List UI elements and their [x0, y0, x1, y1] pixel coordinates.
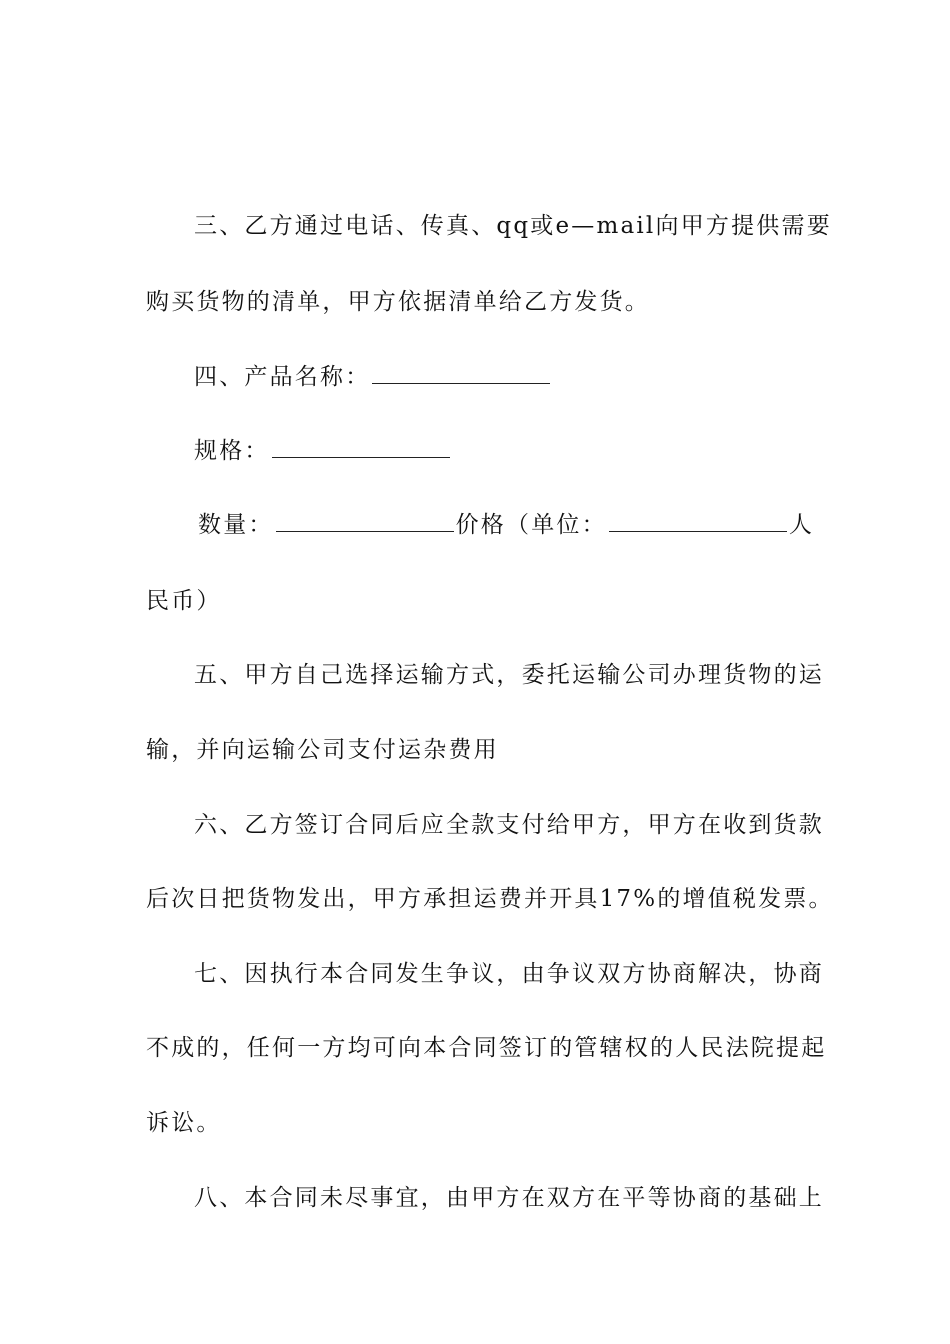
- spec-line: [194, 436, 806, 466]
- price-blank: [609, 530, 787, 532]
- product-name-blank: [372, 382, 550, 384]
- clause-7-line-1: 七、因执行本合同发生争议，由争议双方协商解决，协商: [194, 961, 824, 987]
- clause-6-line-2: 后次日把货物发出，甲方承担运费并开具17%的增值税发票。: [146, 886, 834, 912]
- qty-blank: [276, 530, 454, 532]
- clause-7-line-3: 诉讼。: [146, 1110, 222, 1136]
- clause-5-line-1: 五、甲方自己选择运输方式，委托运输公司办理货物的运: [194, 662, 824, 688]
- qty-price-line: [198, 510, 815, 540]
- clause-5-line-2: 输，并向运输公司支付运杂费用: [146, 737, 499, 763]
- clause-7-line-2: 不成的，任何一方均可向本合同签订的管辖权的人民法院提起: [146, 1035, 827, 1061]
- product-name-label: 四、产品名称：: [194, 364, 371, 390]
- price-label: 价格（单位：: [455, 512, 607, 538]
- clause-3-line-1: 三、乙方通过电话、传真、qq或e—mail向甲方提供需要: [194, 213, 832, 239]
- clause-3-line-2: 购买货物的清单，甲方依据清单给乙方发货。: [146, 289, 650, 315]
- price-tail: 人: [788, 512, 815, 538]
- clause-4-product-name: [194, 362, 806, 392]
- price-line-2: 民币）: [146, 588, 222, 614]
- qty-label: 数量：: [198, 512, 274, 538]
- clause-6-line-1: 六、乙方签订合同后应全款支付给甲方，甲方在收到货款: [194, 812, 824, 838]
- spec-blank: [272, 456, 450, 458]
- clause-8-line-1: 八、本合同未尽事宜，由甲方在双方在平等协商的基础上: [194, 1185, 824, 1211]
- spec-label: 规格：: [194, 438, 270, 464]
